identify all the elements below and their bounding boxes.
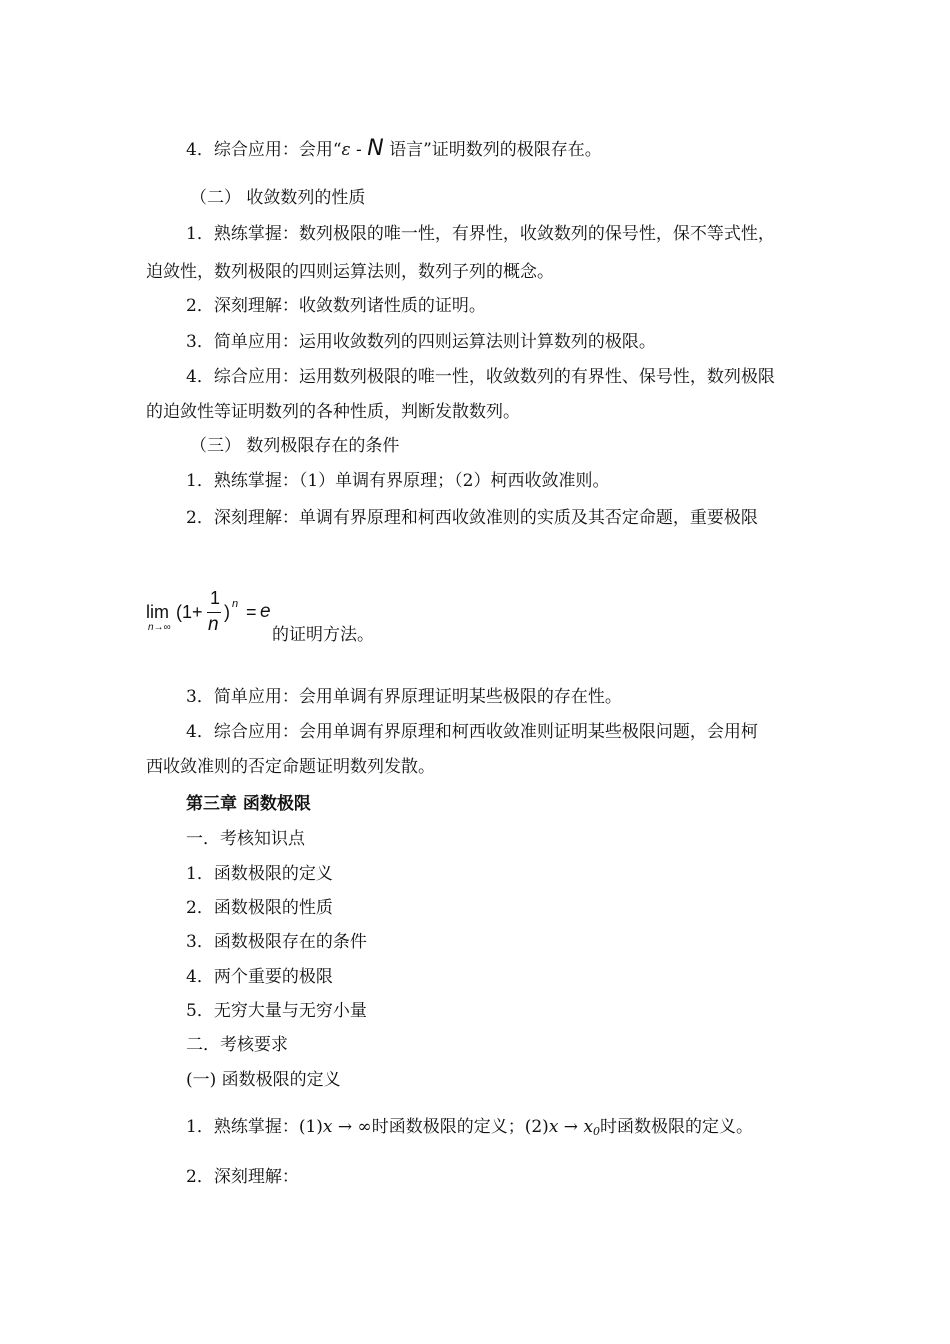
paragraph-line: 迫敛性，数列极限的四则运算法则，数列子列的概念。 [146, 262, 554, 282]
paragraph-line: 西收敛准则的否定命题证明数列发散。 [146, 757, 435, 777]
arrow-x0: → x [558, 1117, 594, 1137]
exponent: n [232, 598, 239, 610]
paragraph-line: 3．简单应用：运用收敛数列的四则运算法则计算数列的极限。 [186, 332, 656, 352]
paragraph-line: 2．深刻理解：单调有界原理和柯西收敛准则的实质及其否定命题，重要极限 [186, 508, 758, 528]
section-heading-convergent-properties: （二） 收敛数列的性质 [190, 188, 366, 208]
line-comprehensive-application-1 [186, 138, 602, 161]
euler-e: e [260, 601, 271, 622]
open-paren: (1+ [176, 602, 203, 622]
n-symbol: N [367, 136, 384, 161]
chapter-title: 第三章 函数极限 [186, 794, 311, 814]
paragraph-line: 4．综合应用：会用单调有界原理和柯西收敛准则证明某些极限问题，会用柯 [186, 722, 758, 742]
epsilon-symbol: ε [341, 140, 351, 160]
x-variable: x [322, 1117, 333, 1137]
equals-sign: = [246, 602, 257, 622]
list-heading: 二．考核要求 [186, 1035, 288, 1055]
paragraph-line: 1．熟练掌握：（1）单调有界原理；（2）柯西收敛准则。 [186, 471, 610, 491]
subscript-zero: 0 [593, 1125, 601, 1138]
text: 4．综合应用：会用“ [186, 140, 342, 160]
lim-text: lim [146, 602, 169, 622]
arrow-infinity: → ∞ [332, 1117, 372, 1137]
paragraph-line: 2．深刻理解：收敛数列诸性质的证明。 [186, 296, 486, 316]
fraction-denominator: n [208, 614, 219, 635]
paragraph-line-function-limit [186, 1116, 753, 1143]
x-variable: x [548, 1117, 559, 1137]
section-heading-function-limit: (一) 函数极限的定义 [186, 1070, 341, 1090]
text: 时函数极限的定义；(2) [371, 1117, 549, 1137]
list-item: 4．两个重要的极限 [186, 967, 333, 987]
limit-formula [146, 588, 276, 644]
dash: - [350, 140, 368, 160]
section-heading-existence-conditions: （三） 数列极限存在的条件 [190, 436, 400, 456]
list-item: 2．函数极限的性质 [186, 898, 333, 918]
paragraph-line: 的迫敛性等证明数列的各种性质，判断发散数列。 [146, 402, 520, 422]
text: 时函数极限的定义。 [600, 1117, 754, 1137]
paragraph-line: 4．综合应用：运用数列极限的唯一性，收敛数列的有界性、保号性，数列极限 [186, 367, 775, 387]
paragraph-line: 3．简单应用：会用单调有界原理证明某些极限的存在性。 [186, 687, 622, 707]
text: 语言”证明数列的极限存在。 [383, 140, 602, 160]
paragraph-line: 1．熟练掌握：数列极限的唯一性，有界性，收敛数列的保号性，保不等式性， [186, 224, 775, 244]
list-item: 3．函数极限存在的条件 [186, 932, 367, 952]
fraction-numerator: 1 [210, 588, 221, 608]
text: 1．熟练掌握：(1) [186, 1117, 323, 1137]
list-heading: 一．考核知识点 [186, 829, 305, 849]
lim-subscript: n→∞ [148, 622, 171, 633]
paragraph-line: 的证明方法。 [272, 625, 374, 645]
paragraph-line: 2．深刻理解： [186, 1167, 299, 1187]
close-paren: ) [224, 602, 230, 622]
list-item: 1．函数极限的定义 [186, 864, 333, 884]
fraction-bar [207, 612, 221, 613]
list-item: 5．无穷大量与无穷小量 [186, 1001, 367, 1021]
